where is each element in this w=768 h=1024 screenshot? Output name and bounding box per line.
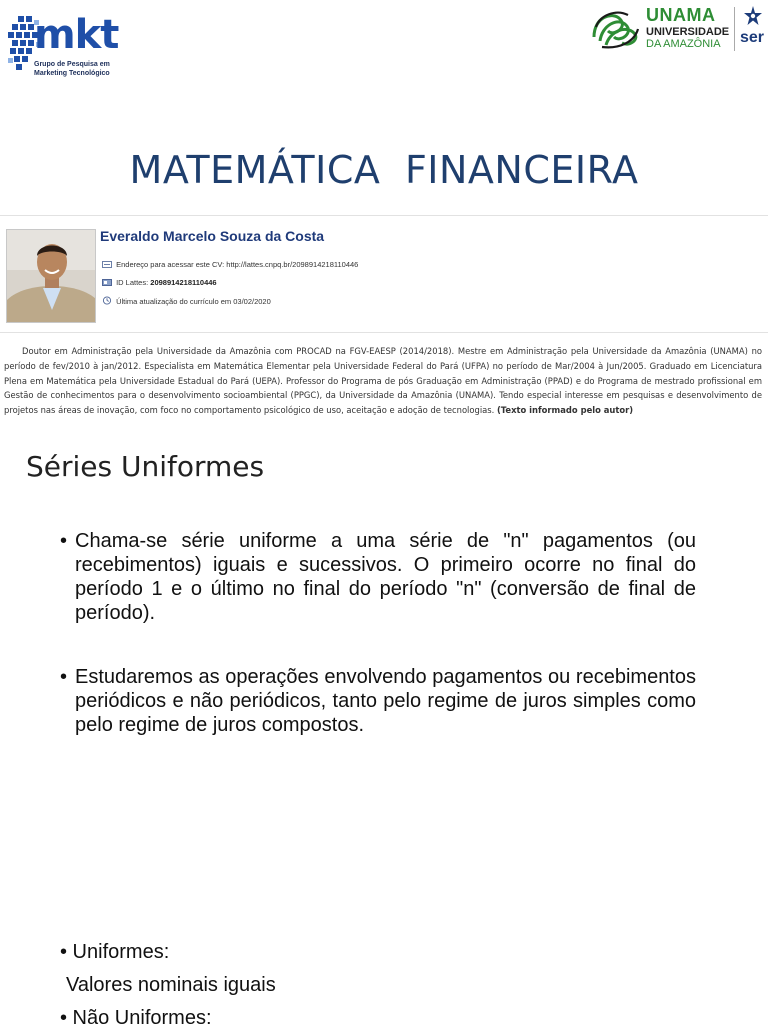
section-title: Séries Uniformes	[26, 450, 265, 483]
cv-url-text[interactable]: Endereço para acessar este CV: http://lattes.cnpq.br/2098914218110446	[116, 260, 359, 269]
ser-wordmark: ser	[740, 29, 765, 46]
footer-line-uniformes: • Uniformes:	[60, 941, 170, 963]
bullet-item	[60, 665, 696, 737]
bullet-text: Chama-se série uniforme a uma série de "n" pagamentos (ou recebimentos) iguais e sucessivos. O primeiro ocorre no final do período 1 e o último no final do período "n" (conversão de final de período).	[75, 530, 696, 624]
bullet-dot: •	[60, 666, 68, 688]
person-photo-icon	[7, 230, 96, 323]
ser-star-icon	[742, 5, 764, 27]
lattes-id-value: 2098914218110446	[150, 278, 217, 287]
link-icon	[102, 261, 112, 268]
bio-text: Doutor em Administração pela Universidade da Amazônia com PROCAD na FGV-EAESP (2014/2018). Mestre em Administração pela Universidade da Amazônia (UNAMA) no período de fev/2010 à jan/2012. Especialista em Matemática Elementar pela Universidade Federal do Pará (UFPA) no período de Mar/2004 à Jun/2005. Graduado em Licenciatura Plena em Matemática pela Universidade Estadual do Pará (UEPA). Professor do Programa de pós Graduação em Administração (PPAD) e do Programa de mestrado profissional em Gestão de conhecimentos para o desenvolvimento socioambiental (PPGC), da Universidade da Amazônia (UNAMA). Tendo especial interesse em pesquisas e desenvolvimento de projetos nas áreas de inovação, com foco no comportamento psicológico de uso, aceitação e adoção de tecnologias.	[4, 346, 762, 416]
footer-line-nao-uniformes: • Não Uniformes:	[60, 1007, 212, 1024]
mkt-subtitle-line1: Grupo de Pesquisa em	[34, 61, 110, 68]
footer-line-valores: Valores nominais iguais	[66, 974, 276, 996]
bullet-item	[60, 529, 696, 625]
lattes-id-label: ID Lattes:	[116, 278, 151, 287]
bio-note: (Texto informado pelo autor)	[496, 405, 634, 416]
cv-url-row	[102, 260, 358, 269]
profile-photo	[6, 229, 96, 323]
unama-line3: DA AMAZÔNIA	[646, 38, 721, 50]
unama-swirl-icon	[590, 7, 642, 49]
lattes-profile	[0, 215, 768, 333]
bullet-dot: •	[60, 530, 68, 552]
mkt-logo	[8, 14, 128, 84]
unama-title: UNAMA	[646, 5, 716, 25]
update-clock-icon	[102, 296, 112, 305]
cv-update-row	[102, 296, 271, 306]
cv-update-text: Última atualização do currículo em 03/02/2020	[116, 297, 271, 306]
unama-line2: UNIVERSIDADE	[646, 26, 730, 38]
id-card-icon	[102, 279, 112, 286]
mkt-subtitle	[34, 60, 134, 78]
lattes-id-row	[102, 278, 217, 287]
mkt-subtitle-line2: Marketing Tecnológico	[34, 70, 110, 77]
mkt-wordmark: mkt	[34, 12, 119, 58]
unama-logo	[590, 5, 765, 53]
profile-name: Everaldo Marcelo Souza da Costa	[100, 228, 325, 244]
bullet-text: Estudaremos as operações envolvendo pagamentos ou recebimentos periódicos e não periódicos, tanto pelo regime de juros simples como pelo regime de juros compostos.	[75, 666, 696, 736]
bio-paragraph	[4, 344, 762, 418]
slide-title: MATEMÁTICA FINANCEIRA	[129, 148, 639, 192]
unama-separator	[734, 7, 735, 51]
